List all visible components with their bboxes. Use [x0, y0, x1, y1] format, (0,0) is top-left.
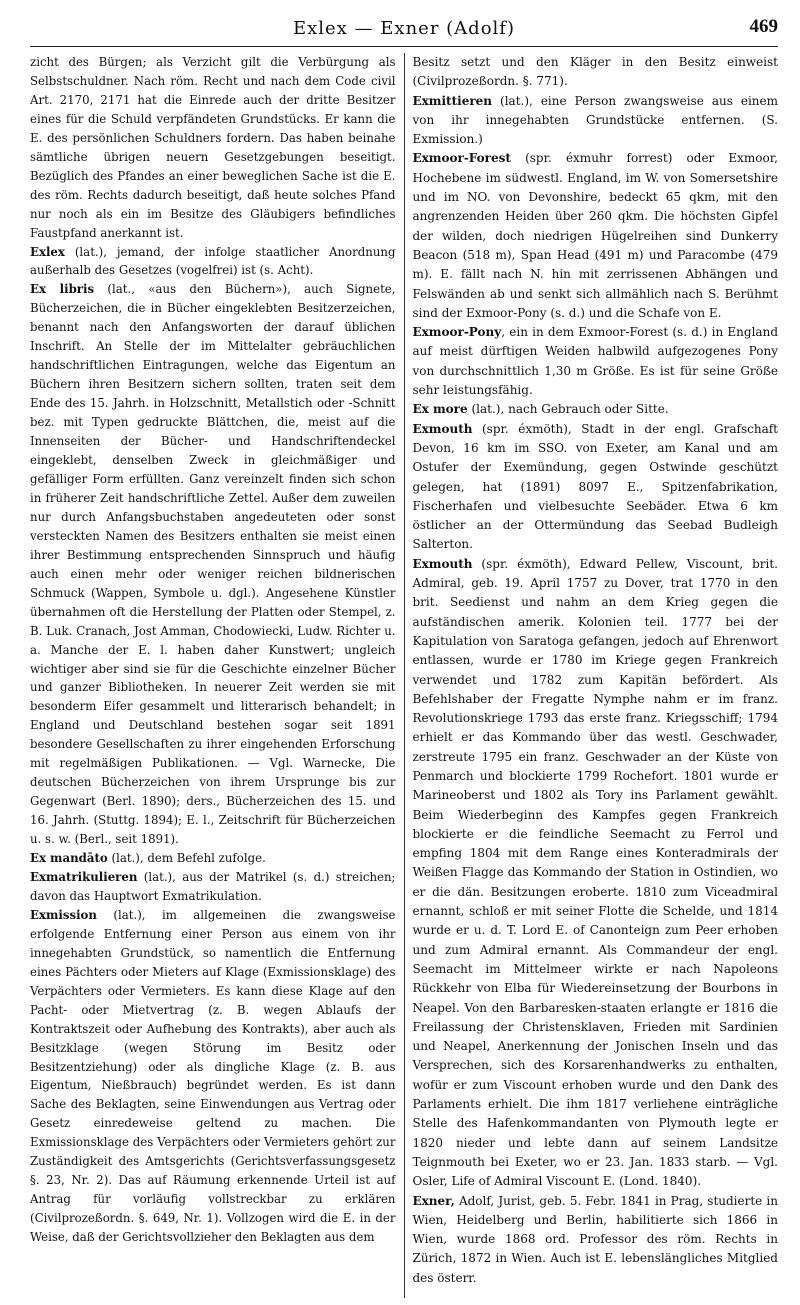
entry-text: Adolf, Jurist, geb. 5. Febr. 1841 in Prag, studierte in Wien, Heidelberg und Berlin, habilitierte sich 1866 in Wien, wurde 1868 ord. Professor des röm. Rechts in Zürich, 1872 in Wien. Auch ist E. lebenslängliches Mitglied des österr. [412, 1193, 778, 1285]
entry-exmoor-pony [413, 323, 779, 400]
entry-continuation: zicht des Bürgen; als Verzicht gilt die Verbürgung als Selbstschuldner. Nach röm. Recht und nach dem Code civil Art. 2170, 2171 hat die Einrede auch der dritte Besitzer eines für die Schuld verpfändeten Grundstücks. Er kann die E. des persönlichen Schuldners fordern. Das haben beinahe sämtliche übrigen neuern Gesetzgebungen beseitigt. Bezüglich des Pfandes an einer beweglichen Sache ist die E. des röm. Rechts dadurch beseitigt, daß heute solches Pfand nur noch als ein im Besitze des Gläubigers befindliches Faustpfand anerkannt ist. [30, 55, 396, 240]
entry-text: (lat., «aus den Büchern»), auch Signete, Bücherzeichen, die in Bücher eingeklebten Besitzerzeichen, benannt nach den Anfangsworten der darauf üblichen Inschrift. An Stelle der im Mittelalter gebräuchlichen handschriftlichen Eintragungen, welche das Eigentum an Büchern ihren Besitzern sichern sollten, traten seit dem Ende des 15. Jahrh. in Holzschnitt, Metallstich oder -Schnitt bez. mit Typen gedruckte Blättchen, die, meist auf die Innenseiten der Bücher- und Handschriftendeckel eingeklebt, denselben Zweck in gleichmäßiger und gefälliger Form erfüllten. Ganz vereinzelt finden sich schon in früherer Zeit handschriftliche Zettel. Außer dem zuweilen nur durch Anfangsbuchstaben angedeuteten oder sonst versteckten Namen des Besitzers enthalten sie meist einen ihrer Bestimmung entsprechenden Sinnspruch und häufig auch einen mehr oder weniger reichen bildnerischen Schmuck (Wappen, Symbole u. dgl.). Angesehene Künstler übernahmen oft die Herstellung der Platten oder Stempel, z. B. Luk. Cranach, Jost Amman, Chodowiecki, Ludw. Richter u. a. Manche der E. l. haben daher Kunstwert; ungleich wichtiger aber sind sie für die Geschichte einzelner Bücher und ganzer Bibliotheken. In neuerer Zeit werden sie mit besonderm Eifer gesammelt und litterarisch behandelt; in England und Deutschland bestehen sogar seit 1891 besondere Gesellschaften zu ihrer eingehenden Erforschung mit regelmäßigen Publikationen. — Vgl. Warnecke, Die deutschen Bücherzeichen von ihrem Ursprunge bis zur Gegenwart (Berl. 1890); ders., Bücherzeichen des 15. und 16. Jahrh. (Stuttg. 1894); E. l., Zeitschrift für Bücherzeichen u. s. w. (Berl., seit 1891). [30, 282, 396, 847]
entry-text: (lat.), im allgemeinen die zwangsweise erfolgende Entfernung einer Person aus einem von ihr innegehabten Grundstück, so namentlich die Entfernung eines Pächters oder Mieters auf Klage (Exmissionsklage) des Verpächters oder Vermieters. Es kann diese Klage auf den Pacht- oder Mietvertrag (z. B. wegen Ablaufs der Kontraktszeit oder Aufhebung des Kontrakts), aber auch als Besitzklage (wegen Störung im Besitz oder Besitzentziehung) oder als dingliche Klage (z. B. aus Eigentum, Nießbrauch) begründet werden. Es ist dann Sache des Beklagten, seine Einwendungen aus Vertrag oder Gesetz einredeweise geltend zu machen. Die Exmissionsklage des Verpächters oder Vermieters gehört zur Zuständigkeit des Amtsgerichts (Gerichtsverfassungsgesetz §. 23, Nr. 2). Das auf Räumung erkennende Urteil ist auf Antrag für vorläufig vollstreckbar zu erklären (Civilprozeßordn. §. 649, Nr. 1). Vollzogen wird die E. in der Weise, daß der Gerichtsvollzieher den Beklagten aus dem [30, 907, 396, 1245]
entry-ex-mandato [30, 849, 396, 868]
entry-exmouth-admiral [413, 555, 779, 1192]
page-number: 469 [749, 16, 778, 37]
entry-lemma: Exmatrikulieren [30, 869, 138, 884]
left-column [30, 53, 396, 1298]
entry-text: (lat.), eine Person zwangsweise aus einem von ihr innegehabten Grundstücke entfernen. (S. Exmission.) [412, 93, 778, 147]
entry-lemma: Exlex [30, 244, 65, 259]
entry-exmatrikulieren [30, 868, 396, 906]
entry-text: (lat.), dem Befehl zufolge. [111, 851, 266, 866]
entry-exner [413, 1192, 779, 1288]
entry-ex-more [413, 400, 779, 419]
entry-lemma: Ex mandāto [30, 851, 108, 866]
entry-lemma: Exmittieren [412, 93, 493, 108]
entry-lemma: Exmoor-Pony [412, 325, 502, 340]
entry-lemma: Exmouth [412, 421, 473, 436]
entry-text: (lat.), aus der Matrikel (s. d.) streichen; davon das Hauptwort Exmatrikulation. [30, 869, 396, 903]
entry-lemma: Ex more [412, 402, 468, 417]
running-title: Exlex — Exner (Adolf) [293, 18, 515, 39]
entry-continuation: Besitz setzt und den Kläger in den Besitz einweist (Civilprozeßordn. §. 771). [412, 55, 778, 89]
running-header [30, 12, 778, 47]
entry-exmission [30, 906, 396, 1247]
entry-exlex [30, 243, 396, 281]
entry-text: , ein in dem Exmoor-Forest (s. d.) in England auf meist dürftigen Weiden halbwild aufgezogenes Pony von durchschnittlich 1,30 m Größe. Es ist für seine Größe sehr leistungsfähig. [412, 325, 778, 398]
entry-text: (spr. éxmöth), Edward Pellew, Viscount, brit. Admiral, geb. 19. April 1757 zu Dover, trat 1770 in den brit. Seedienst und nahm an dem Krieg gegen die aufständischen amerik. Kolonien teil. 1777 bei der Kapitulation von Saratoga gefangen, jedoch auf Ehrenwort entlassen, wurde er 1780 im Kriege gegen Frankreich verwendet und 1782 zum Kapitän befördert. Als Befehlshaber der Fregatte Nymphe nahm er im franz. Revolutionskriege 1793 das erste franz. Kriegsschiff; 1794 erhielt er das Kommando über das westl. Geschwader, zerstreute 1795 ein franz. Geschwader an der Küste von Penmarch und blockierte 1799 Rochefort. 1801 wurde er Marineoberst und 1802 als Tory ins Parlament gewählt. Beim Wiederbeginn des Kampfes gegen Frankreich blockierte er die feindliche Seemacht zu Ferrol und empfing 1804 mit dem Range eines Konteradmirals der Weißen Flagge das Kommando der Station in Ostindien, wo er die dän. Besitzungen eroberte. 1810 zum Viceadmiral ernannt, schloß er mit seiner Flotte die Schelde, und 1814 wurde er u. d. T. Lord E. of Canonteign zum Peer erhoben und zum Admiral ernannt. Als Commandeur der engl. Seemacht im Mittelmeer wirkte er nach Napoleons Rückkehr von Elba für Wiedereinsetzung der Bourbons in Neapel. Von den Barbaresken-staaten erlangte er 1816 die Freilassung der Christensklaven, Frieden mit Sardinien und Neapel, Anerkennung der Jonischen Inseln und das Versprechen, sich des Korsarenhandwerks zu enthalten, wofür er zum Viscount erhoben wurde und den Dank des Parlaments erhielt. Die ihm 1817 verliehene einträgliche Stelle des Hafenkommandanten von Plymouth legte er 1820 nieder und lebte dann auf seinem Landsitze Teignmouth bei Exeter, wo er 23. Jan. 1833 starb. — Vgl. Osler, Life of Admiral Viscount E. (Lond. 1840). [412, 556, 778, 1189]
entry-lemma: Exmoor-Forest [412, 151, 511, 166]
text-columns [30, 53, 778, 1298]
entry-ex-libris [30, 280, 396, 849]
entry-exmittieren [413, 92, 779, 150]
entry-lemma: Exner, [412, 1193, 455, 1208]
entry-exmoor-forest [413, 149, 779, 323]
entry-text: (spr. éxmuhr forrest) oder Exmoor, Hochebene im südwestl. England, im W. von Somersetshire und im NO. von Devonshire, bedeckt 65 qkm, mit den angrenzenden Heiden über 260 qkm. Die höchsten Gipfel der wilden, doch niedrigen Hügelreihen sind Dunkerry Beacon (518 m), Span Head (491 m) und Paracombe (479 m). E. fällt nach N. hin mit zerrissenen Abhängen und Felswänden ab und senkt sich allmählich nach S. Berühmt sind der Exmoor-Pony (s. d.) und die Schafe von E. [412, 151, 778, 320]
right-column [404, 53, 779, 1298]
entry-text: (lat.), jemand, der infolge staatlicher Anordnung außerhalb des Gesetzes (vogelfrei) ist (s. Acht). [30, 244, 396, 278]
entry-exmouth-town [413, 420, 779, 555]
entry-text: (spr. éxmöth), Stadt in der engl. Grafschaft Devon, 16 km im SSO. von Exeter, am Kanal und am Ostufer der Exemündung, gegen Ostwinde geschützt gelegen, hat (1891) 8097 E., Spitzenfabrikation, Fischerhafen und vielbesuchte Seebäder. Etwa 6 km östlicher an der Ottermündung das Seebad Budleigh Salterton. [412, 421, 778, 552]
entry-lemma: Exmouth [412, 556, 473, 571]
entry-lemma: Exmission [30, 907, 97, 922]
entry-lemma: Ex libris [30, 282, 95, 297]
entry-text: (lat.), nach Gebrauch oder Sitte. [471, 402, 669, 417]
